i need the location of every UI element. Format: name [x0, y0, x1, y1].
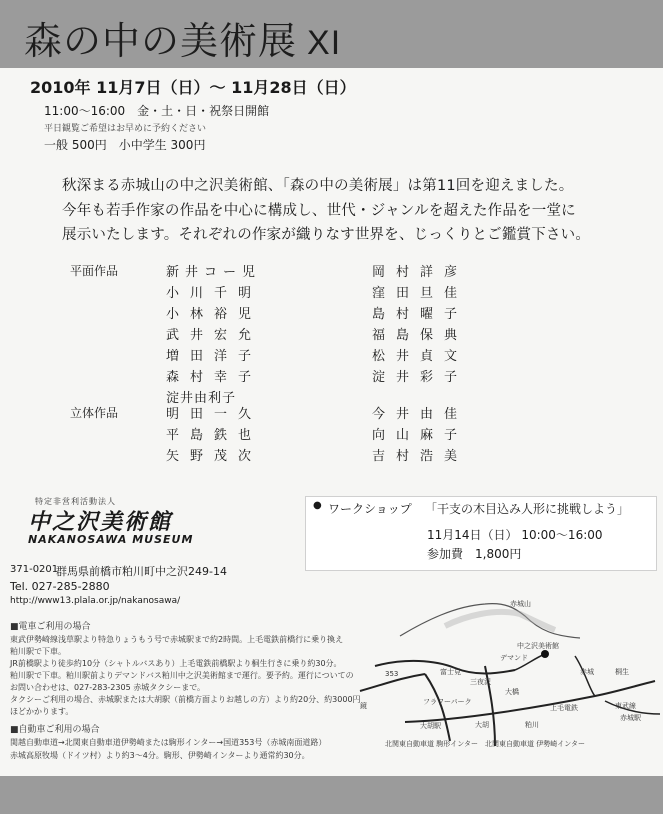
- org-name: 中之沢美術館: [28, 509, 173, 535]
- workshop-datetime: 11月14日（日） 10:00～16:00: [427, 528, 603, 542]
- artist-name: 増田洋子: [166, 349, 263, 364]
- workshop-fee: 1,800円: [475, 547, 522, 561]
- artist-name: 向山麻子: [372, 428, 469, 443]
- museum-marker: [541, 650, 549, 658]
- bullet-icon: ●: [313, 500, 322, 511]
- website-url[interactable]: http://www13.plala.or.jp/nakanosawa/: [10, 596, 181, 606]
- section-label-flat: 平面作品: [70, 264, 119, 278]
- access-line: JR前橋駅より徒歩約10分（シャトルバスあり）上毛電鉄前橋駅より桐生行きに乗り約30分。: [10, 659, 342, 668]
- artist-name: 小川千明: [166, 286, 263, 301]
- map-label-353: 353: [385, 670, 399, 678]
- access-line: 東武伊勢崎線浅草駅より特急りょうもう号で赤城駅まで約2時間。上毛電鉄前橋行に乗り換え: [10, 635, 344, 644]
- address: 群馬県前橋市粕川町中之沢249-14: [56, 565, 227, 578]
- zip-code: 371-0201: [10, 564, 59, 575]
- workshop-title: 「干支の木目込み人形に挑戦しよう」: [425, 502, 630, 516]
- map-label-kamiden: 上毛電鉄: [550, 704, 578, 712]
- workshop-fee-label: 参加費: [427, 547, 464, 561]
- title-numeral: XI: [307, 24, 342, 62]
- car-access-header: ■自動車ご利用の場合: [10, 725, 100, 735]
- road: [425, 674, 450, 741]
- map-label-kiryu: 桐生: [615, 668, 629, 676]
- access-line: 赤城高原牧場（ドイツ村）より約3～4分。駒形、伊勢崎インターより通常約30分。: [10, 751, 310, 760]
- intro-line: 秋深まる赤城山の中之沢美術館、「森の中の美術展」は第11回を迎えました。: [62, 178, 574, 194]
- artist-name: 島村曜子: [372, 307, 469, 322]
- artist-name: 平島鉄也: [166, 428, 263, 443]
- artist-name: 吉村浩美: [372, 449, 469, 464]
- intro-line: 今年も若手作家の作品を中心に構成し、世代・ジャンルを超えた作品を一堂に: [62, 203, 576, 219]
- opening-hours: 11:00～16:00 金・土・日・祝祭日開館: [44, 104, 270, 118]
- map-label-flower-park: フラワーパーク: [423, 698, 472, 706]
- telephone: Tel. 027-285-2880: [10, 580, 110, 593]
- map-label-kasukawa: 粕川: [525, 721, 539, 729]
- map-label-museum: 中之沢美術館: [517, 642, 559, 650]
- artist-name: 福島保典: [372, 328, 469, 343]
- intro-line: 展示いたします。それぞれの作家が織りなす世界を、じっくりとご鑑賞下さい。: [62, 227, 591, 243]
- map-label-ogo: 大胡駅: [420, 722, 441, 730]
- map-label-akagi-area: 赤城: [580, 668, 594, 676]
- access-line: 関越自動車道→北関東自動車道伊勢崎または駒形インター→国道353号（赤城南面道路）: [10, 738, 327, 747]
- map-label-dempo: デマンド: [500, 654, 528, 662]
- train-access-header: ■電車ご利用の場合: [10, 622, 91, 632]
- section-label-solid: 立体作品: [70, 406, 119, 420]
- workshop-label: ワークショップ: [328, 502, 412, 516]
- mountain-outline: [400, 604, 580, 638]
- artist-name: 森村幸子: [166, 370, 263, 385]
- map-label-ic-isesaki: 北関東自動車道 伊勢崎インター: [485, 740, 585, 748]
- map-label-kagami: 鏡: [360, 702, 367, 710]
- admission-price: 一般 500円 小中学生 300円: [44, 138, 206, 152]
- org-type-label: 特定非営利活動法人: [35, 497, 116, 506]
- map-label-tomoe: 三夜沢: [470, 678, 491, 686]
- org-name-en: NAKANOSAWA MUSEUM: [28, 533, 194, 546]
- map-label-tobu: 東武線: [615, 702, 636, 710]
- exhibition-dates: 2010年 11月7日（日）～ 11月28日（日）: [30, 78, 356, 97]
- artist-name: 窪田旦佳: [372, 286, 469, 301]
- artist-name: 淀井彩子: [372, 370, 469, 385]
- map-label-fujimi: 富士見: [440, 668, 461, 676]
- access-line: 粕川駅で下車。: [10, 647, 66, 656]
- access-line: ほどかかります。: [10, 707, 74, 716]
- artist-name: 武井宏允: [166, 328, 263, 343]
- artist-name: 淀井由利子: [166, 391, 237, 406]
- weekday-note: 平日観覧ご希望はお早めに予約ください: [44, 124, 207, 134]
- access-map: [345, 596, 660, 766]
- map-label-akagi-st: 赤城駅: [620, 714, 641, 722]
- artist-name: 矢野茂次: [166, 449, 263, 464]
- access-line: お問い合わせは、027-283-2305 赤城タクシーまで。: [10, 683, 206, 692]
- artist-name: 松井貞文: [372, 349, 469, 364]
- artist-name: 岡村詳彦: [372, 265, 469, 280]
- artist-name: 小林裕児: [166, 307, 263, 322]
- artist-name: 今井由佳: [372, 407, 469, 422]
- title-text: 森の中の美術展: [24, 19, 298, 63]
- footer-band: [0, 776, 663, 814]
- artist-name: 明田一久: [166, 407, 263, 422]
- map-label-ohashi: 大橋: [505, 688, 519, 696]
- artist-name: 新井コー児: [166, 265, 262, 280]
- road: [575, 656, 595, 696]
- access-line: タクシーご利用の場合、赤城駅または大胡駅（前橋方面よりお越しの方）より約20分、約3000円: [10, 695, 361, 704]
- map-label-ic-komagata: 北関東自動車道 駒形インター: [385, 740, 478, 748]
- map-label-akagi: 赤城山: [510, 600, 531, 608]
- access-line: 粕川駅で下車。粕川駅前よりデマンドバス粕川中之沢美術館まで運行。要予約。運行についての: [10, 671, 354, 680]
- page-title: [24, 10, 341, 65]
- map-label-ohashi-st: 大胡: [475, 721, 489, 729]
